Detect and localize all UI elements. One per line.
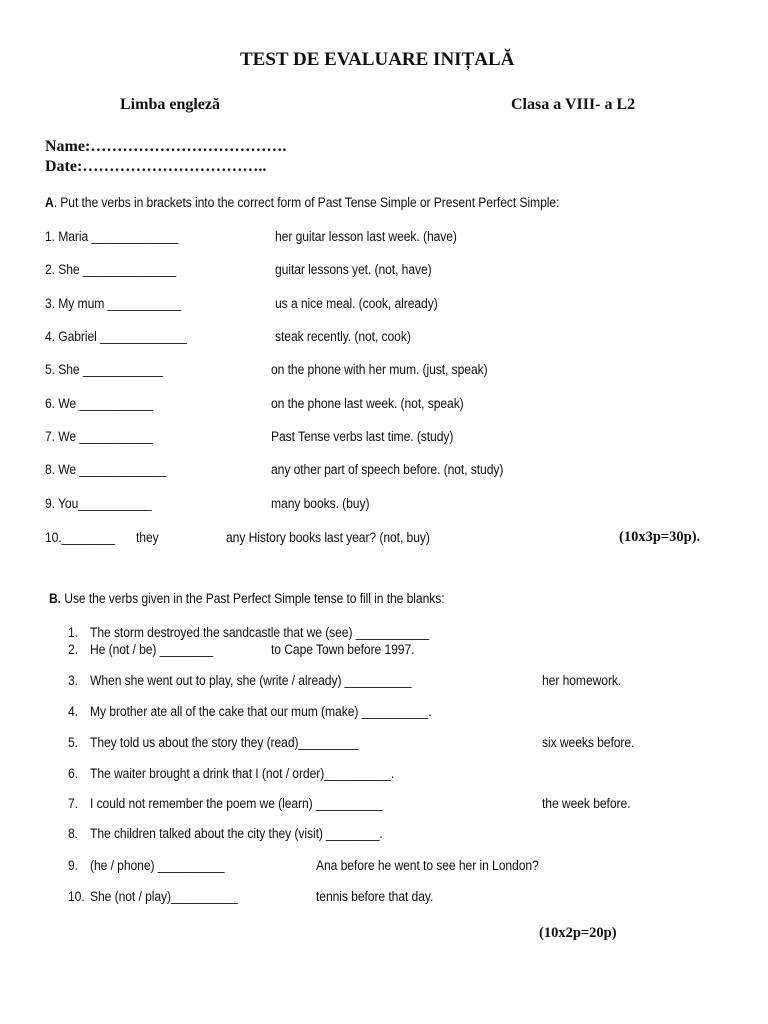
b-item-right: to Cape Town before 1997.: [271, 642, 415, 657]
b-item-text[interactable]: The storm destroyed the sandcastle that we (see) ___________: [90, 625, 430, 640]
b-item-text[interactable]: My brother ate all of the cake that our mum (make) __________.: [90, 704, 432, 719]
a-item-right: many books. (buy): [271, 496, 370, 511]
b-item-number: 3.: [68, 673, 78, 688]
b-item-right: tennis before that day.: [316, 889, 434, 904]
b-item-text[interactable]: He (not / be) ________: [90, 642, 213, 657]
a-item-left[interactable]: 10.________: [45, 530, 115, 545]
a-item-left[interactable]: 9. You___________: [45, 496, 152, 511]
b-item-number: 7.: [68, 796, 78, 811]
b-item-text[interactable]: When she went out to play, she (write / already) __________: [90, 673, 412, 688]
b-item-number: 1.: [68, 625, 78, 640]
a-item-left[interactable]: 2. She ______________: [45, 262, 177, 277]
a-item-left[interactable]: 6. We ___________: [45, 396, 153, 411]
a-item-left[interactable]: 7. We ___________: [45, 429, 153, 444]
b-item-number: 5.: [68, 735, 78, 750]
b-item-number: 6.: [68, 766, 78, 781]
section-a-instruction: [45, 195, 559, 210]
b-item-number: 10.: [68, 889, 85, 904]
b-item-right: her homework.: [542, 673, 622, 688]
a-item-right: Past Tense verbs last time. (study): [271, 429, 454, 444]
a-item-left[interactable]: 1. Maria _____________: [45, 229, 179, 244]
b-item-right: the week before.: [542, 796, 631, 811]
date-field[interactable]: Date:……………………………..: [45, 158, 267, 175]
b-item-text[interactable]: The waiter brought a drink that I (not / order)__________.: [90, 766, 395, 781]
a-item-left[interactable]: 3. My mum ___________: [45, 296, 181, 311]
b-item-text[interactable]: They told us about the story they (read)_________: [90, 735, 359, 750]
a-item-right: her guitar lesson last week. (have): [275, 229, 457, 244]
section-b-instruction-text: Use the verbs given in the Past Perfect Simple tense to fill in the blanks:: [60, 591, 445, 606]
b-item-number: 9.: [68, 858, 78, 873]
class-label: Clasa a VIII- a L2: [511, 96, 636, 113]
b-item-right: Ana before he went to see her in London?: [316, 858, 539, 873]
section-a-score: (10x3p=30p).: [619, 529, 701, 545]
section-b-score: (10x2p=20p): [539, 925, 617, 941]
a-item-left[interactable]: 4. Gabriel _____________: [45, 329, 187, 344]
a-item-left[interactable]: 8. We _____________: [45, 462, 167, 477]
a-item-right: us a nice meal. (cook, already): [275, 296, 438, 311]
a-item-right: any other part of speech before. (not, study): [271, 462, 504, 477]
b-item-number: 8.: [68, 826, 78, 841]
a-item-mid: they: [136, 530, 159, 545]
b-item-text[interactable]: She (not / play)__________: [90, 889, 238, 904]
name-field[interactable]: Name:……………………………….: [45, 138, 287, 155]
b-item-text[interactable]: I could not remember the poem we (learn) __________: [90, 796, 383, 811]
section-a-letter: A: [45, 195, 54, 210]
a-item-right: any History books last year? (not, buy): [226, 530, 430, 545]
b-item-right: six weeks before.: [542, 735, 635, 750]
a-item-right: on the phone last week. (not, speak): [271, 396, 464, 411]
b-item-text[interactable]: The children talked about the city they (visit) ________.: [90, 826, 383, 841]
b-item-text[interactable]: (he / phone) __________: [90, 858, 225, 873]
a-item-left[interactable]: 5. She ____________: [45, 362, 163, 377]
a-item-right: steak recently. (not, cook): [275, 329, 411, 344]
b-item-number: 4.: [68, 704, 78, 719]
subject-label: Limba engleză: [120, 96, 220, 113]
b-item-number: 2.: [68, 642, 78, 657]
section-b-letter: B.: [49, 591, 61, 606]
page-title: TEST DE EVALUARE INIȚALĂ: [240, 49, 515, 70]
section-b-instruction: [49, 591, 444, 606]
a-item-right: guitar lessons yet. (not, have): [275, 262, 432, 277]
section-a-instruction-text: . Put the verbs in brackets into the correct form of Past Tense Simple or Present Perfect Simple:: [53, 195, 560, 210]
a-item-right: on the phone with her mum. (just, speak): [271, 362, 488, 377]
